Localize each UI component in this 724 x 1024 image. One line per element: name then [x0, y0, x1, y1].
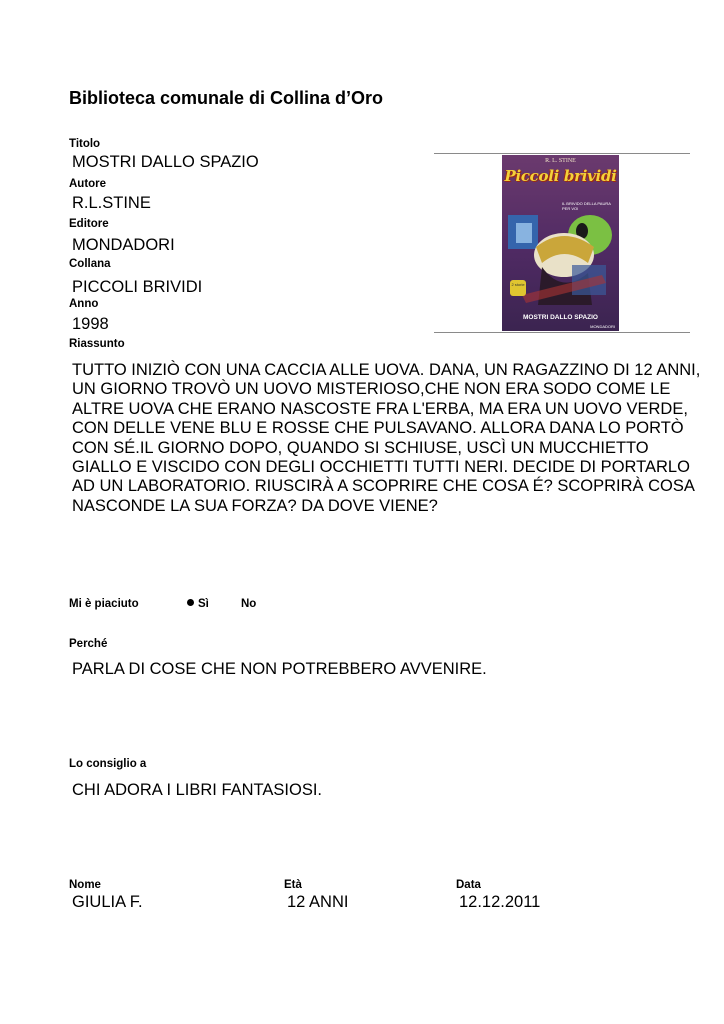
title-label: Titolo — [69, 138, 101, 150]
author-label: Autore — [69, 178, 107, 190]
name-label: Nome — [69, 879, 101, 891]
cover-publisher: MONDADORI — [590, 324, 615, 329]
series-label: Collana — [69, 258, 111, 270]
age-value: 12 ANNI — [287, 893, 349, 911]
recommend-value: CHI ADORA I LIBRI FANTASIOSI. — [72, 781, 323, 799]
cover-badge: 2 storie — [510, 280, 526, 296]
date-label: Data — [456, 879, 481, 891]
name-value: GIULIA F. — [72, 893, 143, 911]
date-value: 12.12.2011 — [459, 893, 541, 911]
liked-no-option[interactable]: No — [241, 598, 257, 610]
page-title: Biblioteca comunale di Collina d’Oro — [69, 88, 384, 108]
publisher-label: Editore — [69, 218, 109, 230]
yes-label: Sì — [198, 598, 209, 610]
liked-label: Mi è piaciuto — [69, 598, 139, 610]
cover-author: R. L. STINE — [545, 158, 576, 164]
book-cover-image — [502, 155, 619, 331]
why-value: PARLA DI COSE CHE NON POTREBBERO AVVENIRE. — [72, 660, 487, 678]
cover-illustration — [502, 155, 619, 331]
cover-bottom-title: MOSTRI DALLO SPAZIO — [523, 314, 598, 321]
why-label: Perché — [69, 638, 108, 650]
year-label: Anno — [69, 298, 99, 310]
selected-radio-icon — [187, 599, 194, 606]
year-value: 1998 — [72, 315, 109, 333]
author-value: R.L.STINE — [72, 194, 151, 212]
age-label: Età — [284, 879, 302, 891]
book-title-value: MOSTRI DALLO SPAZIO — [72, 153, 259, 171]
publisher-value: MONDADORI — [72, 236, 175, 254]
cover-frame-top — [434, 153, 690, 154]
cover-brand: Piccoli brividi — [504, 167, 617, 185]
cover-tagline: IL BRIVIDO DELLA PAURA PER VOI — [562, 201, 611, 211]
recommend-label: Lo consiglio a — [69, 758, 147, 770]
summary-label: Riassunto — [69, 338, 125, 350]
cover-frame-bottom — [434, 332, 690, 333]
liked-yes-option[interactable] — [187, 598, 209, 610]
series-value: PICCOLI BRIVIDI — [72, 278, 203, 296]
summary-text: TUTTO INIZIÒ CON UNA CACCIA ALLE UOVA. DANA, UN RAGAZZINO DI 12 ANNI, UN GIORNO TROVÒ UN UOVO MISTERIOSO,CHE NON ERA SODO COME LE ALTRE UOVA CHE ERANO NASCOSTE FRA L'ERBA, MA ERA UN UOVO VERDE, CON DELLE VENE BLU E ROSSE CHE PULSAVANO. ALLORA DANA LO PORTÒ CON SÉ.IL GIORNO DOPO, QUANDO SI SCHIUSE, USCÌ UN MUCCHIETTO GIALLO E VISCIDO CON DEGLI OCCHIETTI TUTTI NERI. DECIDE DI PORTARLO AD UN LABORATORIO. RIUSCIRÀ A SCOPRIRE CHE COSA É? SCOPRIRÀ COSA NASCONDE LA SUA FORZA? DA DOVE VIENE? — [72, 361, 701, 515]
